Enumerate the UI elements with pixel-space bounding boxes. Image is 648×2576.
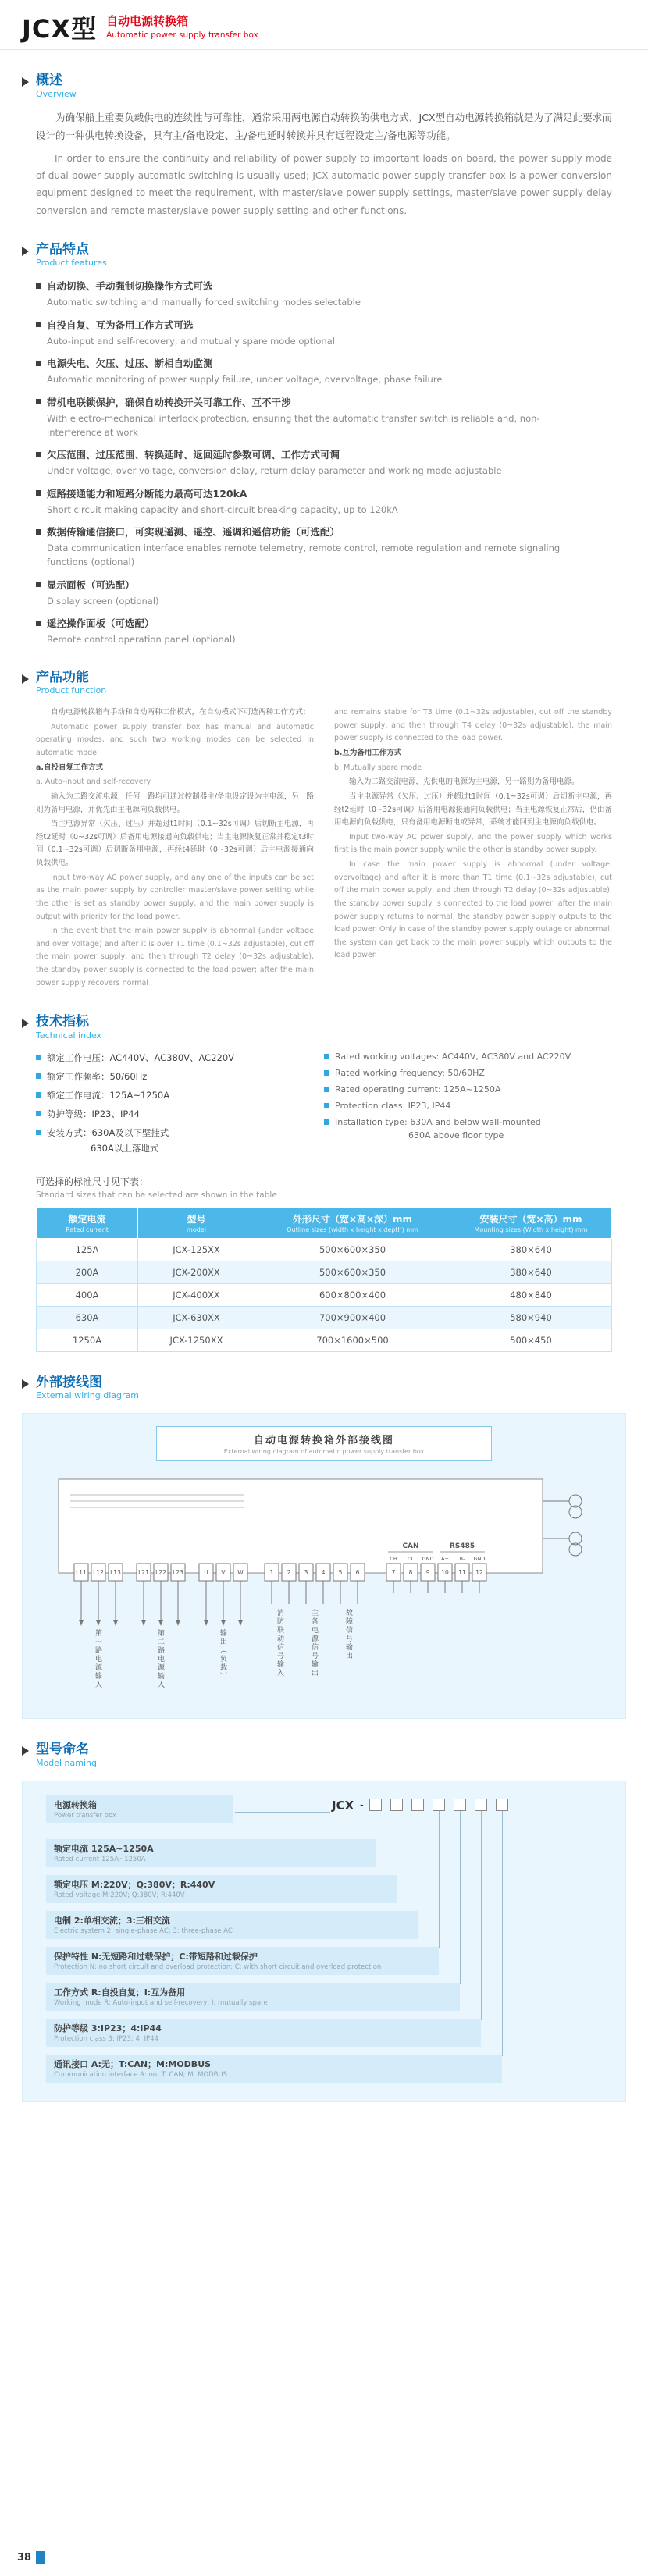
col-rated-current xyxy=(37,1208,138,1238)
feature-item xyxy=(36,578,612,608)
function-paragraph: Automatic power supply transfer box has manual and automatic operating modes, and such two working modes can be selected in automatic mode: xyxy=(36,722,314,758)
naming-row xyxy=(46,1839,376,1867)
naming-row xyxy=(46,1875,397,1903)
size-cell: 580×940 xyxy=(450,1306,612,1329)
size-cell: JCX-200XX xyxy=(138,1261,255,1283)
terminal-label: 11 xyxy=(458,1569,466,1577)
section-arrow-icon xyxy=(22,77,29,87)
naming-row-en: Communication interface A: no; T: CAN; M: MODBUS xyxy=(54,2070,228,2079)
naming-row xyxy=(46,1947,439,1975)
terminal-label: 7 xyxy=(391,1569,396,1577)
pin-label: CL xyxy=(407,1556,415,1563)
naming-row-cn: 通讯接口 A:无；T:CAN；M:MODBUS xyxy=(54,2058,212,2069)
tech-item-en: Rated operating current: 125A~1250A xyxy=(335,1083,501,1094)
page-header xyxy=(0,0,648,50)
wire-arrows xyxy=(79,1620,243,1626)
terminal-label: 1 xyxy=(269,1569,274,1577)
feature-en: Display screen (optional) xyxy=(47,595,159,607)
tech-item-en: Rated working voltages: AC440V, AC380V and AC220V xyxy=(335,1051,571,1062)
section-arrow-icon xyxy=(22,1019,29,1028)
model-code-box xyxy=(475,1799,487,1811)
rs485-label: RS485 xyxy=(449,1542,475,1551)
feature-item xyxy=(36,356,612,386)
size-cell: 600×800×400 xyxy=(255,1283,450,1306)
bullet-square-icon xyxy=(324,1070,329,1076)
feature-cn: 遥控操作面板（可选配） xyxy=(47,617,155,630)
features-heading-en: Product features xyxy=(36,258,107,269)
tech-item-cn: 额定工作电压：AC440V、AC380V、AC220V xyxy=(47,1051,235,1063)
naming-row-cn: 工作方式 R:自投自复；I:互为备用 xyxy=(54,1987,186,1998)
wiring-group-label: 故障信号输出 xyxy=(344,1609,352,1661)
features-heading-cn: 产品特点 xyxy=(36,241,89,258)
wiring-diagram-svg xyxy=(35,1471,613,1706)
bullet-square-icon xyxy=(324,1119,329,1125)
function-subheading: a.自投自复工作方式 xyxy=(36,763,104,772)
connector-line xyxy=(481,1811,482,2020)
table-row xyxy=(37,1238,612,1261)
section-overview-heading xyxy=(22,73,626,99)
feature-cn: 显示面板（可选配） xyxy=(47,578,135,591)
bullet-square-icon xyxy=(36,490,41,496)
terminal-label: L13 xyxy=(110,1569,121,1577)
feature-item xyxy=(36,616,612,646)
size-cell: 1250A xyxy=(37,1329,138,1351)
terminal-label: L12 xyxy=(93,1569,104,1577)
tech-item-cn: 额定工作电流：125A~1250A xyxy=(47,1089,170,1101)
col-outline-sizes xyxy=(255,1208,450,1238)
size-cell: 500×450 xyxy=(450,1329,612,1351)
tech-item-en: Installation type: 630A and below wall-mounted xyxy=(335,1116,541,1127)
function-right-column xyxy=(334,706,612,991)
terminal-label: 12 xyxy=(475,1569,483,1577)
feature-en: With electro-mechanical interlock protection, ensuring that the automatic transfer switch is reliable and, non-interference at work xyxy=(47,412,540,438)
connector-line xyxy=(502,1811,503,2056)
col-header-cn: 安装尺寸（宽×高）mm xyxy=(479,1213,582,1225)
naming-row xyxy=(46,2055,502,2083)
size-cell: JCX-1250XX xyxy=(138,1329,255,1351)
overview-body-en: In order to ensure the continuity and reliability of power supply to important loads on board, the power supply mode of dual power supply automatic switching is usually used; JCX automatic power supply transfer box is a power conversion equipment designed to meet the requirement, with master/slave power supply settings, master/slave power supply delay conversion and remote master/slave power supply setting and other functions. xyxy=(36,153,612,216)
function-paragraph: Input two-way AC power supply, and any one of the inputs can be set as the main power supply by controller master/slave power setting while the other is set as standby power supply, and the main power supply is output with priority for the load power. xyxy=(36,873,314,921)
terminal-label: U xyxy=(204,1569,208,1577)
product-title-block xyxy=(106,12,258,41)
col-header-en: Mounting sizes (Width x height) mm xyxy=(474,1226,588,1233)
terminal-label: L23 xyxy=(173,1569,183,1577)
naming-row-en: Protection N: no short circuit and overload protection; C: with short circuit and overload protection xyxy=(54,1962,382,1971)
naming-row-en: Protection class 3: IP23; 4: IP44 xyxy=(54,2034,158,2043)
pin-label: GND xyxy=(422,1556,434,1563)
bullet-square-icon xyxy=(36,621,41,626)
sizes-note-en: Standard sizes that can be selected are shown in the table xyxy=(36,1190,277,1200)
model-naming-panel xyxy=(22,1781,626,2102)
function-paragraph: 当主电源异常（欠压、过压）并超过t1时间（0.1~32s可调）后切断主电源，再经t2延时（0~32s可调）后备用电源接通向负载供电；当主电源恢复正常并稳定t3时间（0.1~32s可调）后切断备用电源，再经t4延时（0~32s可调）后主电源接通向负载供电。 xyxy=(36,820,314,868)
table-row xyxy=(37,1329,612,1351)
size-cell: JCX-125XX xyxy=(138,1238,255,1261)
naming-row-en: Power transfer box xyxy=(54,1811,117,1820)
terminal-label: L22 xyxy=(155,1569,166,1577)
product-model: JCX型 xyxy=(22,14,98,44)
feature-en: Under voltage, over voltage, conversion delay, return delay parameter and working mode adjustable xyxy=(47,465,502,477)
model-prefix: JCX xyxy=(332,1798,354,1813)
function-paragraph: 自动电源转换箱有手动和自动两种工作模式，在自动模式下可选两种工作方式： xyxy=(51,708,311,717)
enclosure-box xyxy=(59,1479,543,1573)
bullet-square-icon xyxy=(324,1054,329,1059)
feature-en: Auto-input and self-recovery, and mutually spare mode optional xyxy=(47,335,335,347)
tech-item-cn: 安装方式：630A及以下壁挂式 xyxy=(47,1126,169,1138)
size-cell: 700×900×400 xyxy=(255,1306,450,1329)
col-header-cn: 额定电流 xyxy=(68,1213,106,1225)
naming-row-cn: 电制 2:单相交流；3:三相交流 xyxy=(54,1915,170,1926)
terminal-label: 5 xyxy=(338,1569,343,1577)
heading-text-block xyxy=(36,73,77,99)
feature-en: Automatic switching and manually forced switching modes selectable xyxy=(47,297,361,308)
size-cell: 380×640 xyxy=(450,1261,612,1283)
section-tech-heading xyxy=(22,1015,626,1041)
sizes-note-cn: 可选择的标准尺寸见下表： xyxy=(36,1176,149,1187)
bullet-square-icon xyxy=(36,582,41,587)
tech-item-en: Protection class: IP23, IP44 xyxy=(335,1100,451,1111)
section-wiring-heading xyxy=(22,1375,626,1401)
naming-row-cn: 额定电流 125A~1250A xyxy=(54,1843,154,1854)
pin-label: A+ xyxy=(441,1556,449,1563)
size-cell: 200A xyxy=(37,1261,138,1283)
function-paragraph: 输入为二路交流电源，先供电的电源为主电源，另一路则为备用电源。 xyxy=(349,777,579,787)
naming-row xyxy=(46,1911,418,1939)
tech-item-en: Rated working frequency: 50/60HZ xyxy=(335,1067,485,1078)
heading-text-block xyxy=(36,1742,97,1768)
terminal-label: W xyxy=(237,1569,244,1577)
feature-en: Short circuit making capacity and short-circuit breaking capacity, up to 120kA xyxy=(47,503,398,515)
feature-cn: 电源失电、欠压、过压、断相自动监测 xyxy=(47,358,213,370)
bullet-square-icon xyxy=(36,452,41,457)
wiring-heading-en: External wiring diagram xyxy=(36,1390,139,1401)
terminal-label: V xyxy=(221,1569,226,1577)
heading-text-block xyxy=(36,671,106,696)
col-mounting-sizes xyxy=(450,1208,612,1238)
section-function-heading xyxy=(22,671,626,696)
naming-row-en: Electric system 2: single-phase AC; 3: three-phase AC xyxy=(54,1927,233,1935)
wiring-group-label: 主备电源信号输出 xyxy=(310,1609,318,1678)
tech-item-cn: 防护等级：IP23、IP44 xyxy=(47,1108,140,1119)
overview-heading-cn: 概述 xyxy=(36,73,62,88)
pin-label: CH xyxy=(390,1556,397,1563)
function-paragraph: In case the main power supply is abnormal (under voltage, overvoltage) and after it is more than T1 time (0.1~32s adjustable), cut off the main power supply, and then through T2 delay (0~32s adjustable), the standby power supply is connected to the load power; after the main power supply returns to normal, the standby power supply outputs to the load power. Only in case of the standby power supply outage or abnormal, the system can get back to the main power supply which outputs to the load power. xyxy=(334,860,612,960)
tech-item-cn-sub: 630A以上落地式 xyxy=(91,1142,159,1154)
feature-en: Remote control operation panel (optional) xyxy=(47,634,236,646)
feature-cn: 自投自复、互为备用工作方式可选 xyxy=(47,318,194,331)
function-subheading-en: a. Auto-input and self-recovery xyxy=(36,777,151,787)
col-header-en: Rated current xyxy=(66,1226,109,1233)
overview-body-cn: 为确保船上重要负载供电的连续性与可靠性，通常采用两电源自动转换的供电方式，JCX型自动电源转换箱就是为了满足此要求而设计的一种供电转换设备，具有主/备电设定、主/备电延时转换并具有远程设定主/备电源等功能。 xyxy=(36,111,612,142)
function-paragraph: In the event that the main power supply is abnormal (under voltage and over voltage) and after it is over T1 time (0.1~32s adjustable), cut off the main power supply, and then through T2 delay (0~32s adjustable), the standby power supply is connected to the load power; after the main power supply recovers normal xyxy=(36,927,314,987)
section-features-heading xyxy=(22,243,626,269)
pin-label: GND xyxy=(473,1556,486,1563)
col-header-en: Outline sizes (width x height x depth) mm xyxy=(287,1226,418,1233)
model-dash: - xyxy=(360,1799,364,1811)
size-cell: 500×600×350 xyxy=(255,1261,450,1283)
tech-item-cn: 额定工作频率：50/60Hz xyxy=(47,1070,148,1082)
standard-sizes-table xyxy=(36,1208,612,1352)
model-code-box xyxy=(496,1799,508,1811)
table-row xyxy=(37,1306,612,1329)
bullet-square-icon xyxy=(36,1092,41,1098)
naming-row-cn: 保护特性 N:无短路和过载保护；C:带短路和过载保护 xyxy=(54,1951,258,1962)
function-paragraph: 输入为二路交流电源，任何一路均可通过控制器主/备电设定设为主电源，另一路则为备用电源，并优先由主电源向负载供电。 xyxy=(36,792,314,814)
feature-item xyxy=(36,395,612,440)
naming-row-cn: 防护等级 3:IP23；4:IP44 xyxy=(54,2023,162,2033)
section-arrow-icon xyxy=(22,1379,29,1389)
section-naming-heading xyxy=(22,1742,626,1768)
naming-row-en: Working mode R: Auto-input and self-recovery; I: mutually spare xyxy=(54,1998,268,2007)
bullet-square-icon xyxy=(36,1055,41,1060)
terminal-label: L21 xyxy=(138,1569,149,1577)
feature-en: Automatic monitoring of power supply failure, under voltage, overvoltage, phase failure xyxy=(47,374,443,386)
wiring-panel xyxy=(22,1413,626,1719)
function-subheading-en: b. Mutually spare mode xyxy=(334,763,422,772)
bullet-square-icon xyxy=(36,361,41,366)
model-code-box xyxy=(454,1799,466,1811)
function-paragraph: Input two-way AC power supply, and the power supply which works first is the main power supply while the other is standby power supply. xyxy=(334,832,612,855)
function-left-column xyxy=(36,706,314,991)
can-label: CAN xyxy=(402,1542,419,1551)
wiring-title-en: External wiring diagram of automatic power supply transfer box xyxy=(223,1448,425,1456)
connector-line xyxy=(439,1811,440,1948)
terminal-label: 8 xyxy=(408,1569,413,1577)
pin-label: B- xyxy=(459,1556,465,1563)
naming-heading-cn: 型号命名 xyxy=(36,1742,89,1758)
size-cell: 500×600×350 xyxy=(255,1238,450,1261)
function-subheading: b.互为备用工作方式 xyxy=(334,749,402,758)
heading-text-block xyxy=(36,243,107,269)
tech-item-en-sub: 630A above floor type xyxy=(408,1130,504,1140)
section-arrow-icon xyxy=(22,247,29,256)
wiring-diagram xyxy=(35,1471,613,1706)
model-code-box xyxy=(369,1799,382,1811)
wiring-title-box xyxy=(156,1426,492,1461)
naming-row xyxy=(46,1795,233,1823)
function-paragraph: and remains stable for T3 time (0.1~32s adjustable), cut off the standby power supply, and then through T4 delay (0~32s adjustable), the main power supply is connected to the load power. xyxy=(334,708,612,743)
bullet-square-icon xyxy=(324,1103,329,1108)
table-row xyxy=(37,1261,612,1283)
page-number xyxy=(17,2551,45,2564)
wiring-group-label: 第二路电源输入 xyxy=(156,1629,164,1690)
terminal-label: 10 xyxy=(441,1569,449,1577)
model-code-box xyxy=(390,1799,403,1811)
model-code-box xyxy=(411,1799,424,1811)
tech-heading-en: Technical index xyxy=(36,1030,102,1041)
feature-item xyxy=(36,525,612,570)
model-code-box xyxy=(433,1799,445,1811)
bullet-square-icon xyxy=(36,1111,41,1116)
naming-row-en: Rated current 125A~1250A xyxy=(54,1855,146,1863)
bullet-square-icon xyxy=(36,399,41,404)
terminal-label: 3 xyxy=(304,1569,308,1577)
terminal-label: 4 xyxy=(321,1569,326,1577)
feature-cn: 自动切换、手动强制切换操作方式可选 xyxy=(47,280,213,293)
size-cell: 480×840 xyxy=(450,1283,612,1306)
overview-heading-en: Overview xyxy=(36,88,77,99)
size-cell: 400A xyxy=(37,1283,138,1306)
size-cell: 380×640 xyxy=(450,1238,612,1261)
size-cell: 630A xyxy=(37,1306,138,1329)
col-header-cn: 外形尺寸（宽×高×深）mm xyxy=(292,1213,413,1225)
table-header-row xyxy=(37,1208,612,1238)
bullet-square-icon xyxy=(36,322,41,327)
feature-cn: 数据传输通信接口，可实现遥测、遥控、遥调和遥信功能（可选配） xyxy=(47,526,340,539)
wiring-title-cn: 自动电源转换箱外部接线图 xyxy=(253,1435,394,1447)
size-cell: JCX-400XX xyxy=(138,1283,255,1306)
terminal-label: 9 xyxy=(425,1569,430,1577)
feature-cn: 欠压范围、过压范围、转换延时、返回延时参数可调、工作方式可调 xyxy=(47,449,340,461)
bullet-square-icon xyxy=(36,529,41,535)
wiring-group-label: 输出（负载） xyxy=(219,1629,226,1681)
table-row xyxy=(37,1283,612,1306)
tech-en-column xyxy=(324,1051,612,1161)
features-list xyxy=(36,279,612,646)
naming-row-cn: 电源转换箱 xyxy=(54,1799,97,1810)
feature-en: Data communication interface enables remote telemetry, remote control, remote regulation and remote signaling functions (optional) xyxy=(47,543,561,568)
function-paragraph: 当主电源异常（欠压、过压）并超过t1时间（0.1~32s可调）后切断主电源，再经t2延时（0~32s可调）后备用电源接通向负载供电；当主电源恢复正常后，仍由备用电源向负载供电，只有备用电源断电或异常，系统才能回到主电源向负载供电。 xyxy=(334,792,612,827)
col-header-cn: 型号 xyxy=(187,1213,206,1225)
size-cell: JCX-630XX xyxy=(138,1306,255,1329)
heading-text-block xyxy=(36,1015,101,1041)
feature-item xyxy=(36,447,612,478)
page-number-value: 38 xyxy=(17,2551,32,2564)
terminal-label: 6 xyxy=(355,1569,360,1577)
heading-text-block xyxy=(36,1375,139,1401)
naming-row-en: Rated voltage M:220V; Q:380V; R:440V xyxy=(54,1891,185,1899)
wiring-heading-cn: 外部接线图 xyxy=(36,1374,102,1390)
product-title-en: Automatic power supply transfer box xyxy=(106,30,258,40)
feature-item xyxy=(36,279,612,309)
function-columns xyxy=(36,706,612,991)
feature-item xyxy=(36,318,612,348)
size-cell: 125A xyxy=(37,1238,138,1261)
feature-item xyxy=(36,486,612,517)
section-arrow-icon xyxy=(22,1746,29,1756)
terminal-label: L11 xyxy=(76,1569,87,1577)
naming-heading-en: Model naming xyxy=(36,1757,97,1768)
col-header-en: model xyxy=(187,1226,206,1233)
terminal-label: 2 xyxy=(287,1569,291,1577)
naming-row xyxy=(46,1983,460,2011)
bullet-square-icon xyxy=(36,1130,41,1135)
current-transformer-symbols xyxy=(543,1495,582,1556)
wiring-group-label: 第一路电源输入 xyxy=(94,1629,101,1690)
feature-cn: 带机电联锁保护，确保自动转换开关可靠工作、互不干涉 xyxy=(47,396,291,408)
col-model xyxy=(138,1208,255,1238)
feature-cn: 短路接通能力和短路分断能力最高可达120kA xyxy=(47,487,247,500)
bullet-square-icon xyxy=(36,1073,41,1079)
product-title-cn: 自动电源转换箱 xyxy=(106,14,189,28)
section-arrow-icon xyxy=(22,674,29,684)
page-number-accent xyxy=(36,2551,45,2564)
bullet-square-icon xyxy=(324,1087,329,1092)
size-cell: 700×1600×500 xyxy=(255,1329,450,1351)
function-heading-cn: 产品功能 xyxy=(36,669,89,685)
connector-line xyxy=(460,1811,461,1984)
naming-row-cn: 额定电压 M:220V；Q:380V；R:440V xyxy=(54,1879,215,1890)
tech-cn-column xyxy=(36,1051,324,1161)
tech-columns xyxy=(36,1051,612,1161)
wiring-group-label: 消防联动信号输入 xyxy=(276,1609,283,1678)
naming-row xyxy=(46,2019,481,2047)
function-heading-en: Product function xyxy=(36,685,107,696)
bullet-square-icon xyxy=(36,283,41,289)
tech-heading-cn: 技术指标 xyxy=(36,1014,89,1030)
connector-line xyxy=(235,1812,330,1813)
